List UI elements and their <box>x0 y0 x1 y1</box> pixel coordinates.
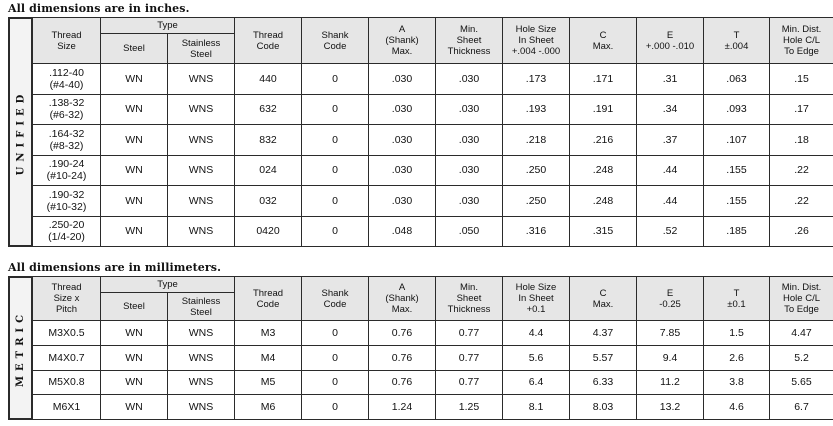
header-c-max: C Max. <box>570 18 637 64</box>
table-cell: WNS <box>168 186 235 217</box>
table-cell: WN <box>101 321 168 346</box>
unified-side-label: UNIFIED <box>8 19 32 245</box>
metric-side-label: METRIC <box>8 278 32 418</box>
table-cell: 5.6 <box>503 345 570 370</box>
table-cell: 13.2 <box>637 395 704 420</box>
table-cell: .138-32 (#6-32) <box>33 94 101 125</box>
table-cell: .030 <box>436 94 503 125</box>
table-cell: 4.4 <box>503 321 570 346</box>
table-cell: 024 <box>235 155 302 186</box>
table-cell: 032 <box>235 186 302 217</box>
table-cell: 6.7 <box>770 395 833 420</box>
unified-caption: All dimensions are in inches. <box>8 2 190 15</box>
table-cell: WN <box>101 186 168 217</box>
table-cell: .34 <box>637 94 704 125</box>
header-hole-size: Hole Size In Sheet +0.1 <box>503 277 570 321</box>
table-cell: 0420 <box>235 216 302 247</box>
header-e: E -0.25 <box>637 277 704 321</box>
table-cell: 6.33 <box>570 370 637 395</box>
table-cell: WNS <box>168 216 235 247</box>
header-stainless-steel: Stainless Steel <box>168 34 235 64</box>
table-cell: .22 <box>770 186 833 217</box>
table-cell: 1.5 <box>704 321 770 346</box>
table-cell: WNS <box>168 345 235 370</box>
table-cell: .44 <box>637 155 704 186</box>
metric-table-body <box>33 321 833 420</box>
table-cell: 0.77 <box>436 370 503 395</box>
table-cell: 440 <box>235 64 302 95</box>
header-a-shank-max: A (Shank) Max. <box>369 18 436 64</box>
table-cell: .248 <box>570 155 637 186</box>
header-hole-size: Hole Size In Sheet +.004 -.000 <box>503 18 570 64</box>
table-cell: .030 <box>369 94 436 125</box>
table-cell: 1.24 <box>369 395 436 420</box>
table-cell: 7.85 <box>637 321 704 346</box>
header-stainless-steel: Stainless Steel <box>168 293 235 321</box>
table-cell: WNS <box>168 94 235 125</box>
table-cell: 0 <box>302 125 369 156</box>
table-cell: 0.76 <box>369 370 436 395</box>
table-cell: .155 <box>704 155 770 186</box>
table-cell: 0 <box>302 216 369 247</box>
table-cell: .164-32 (#8-32) <box>33 125 101 156</box>
table-cell: 5.2 <box>770 345 833 370</box>
table-cell: 632 <box>235 94 302 125</box>
table-cell: 0 <box>302 345 369 370</box>
table-cell: .030 <box>369 125 436 156</box>
table-cell: .193 <box>503 94 570 125</box>
header-min-sheet-thickness: Min. Sheet Thickness <box>436 18 503 64</box>
table-cell: 3.8 <box>704 370 770 395</box>
table-cell: 5.65 <box>770 370 833 395</box>
table-cell: 6.4 <box>503 370 570 395</box>
table-cell: WNS <box>168 155 235 186</box>
table-cell: 5.57 <box>570 345 637 370</box>
table-row <box>33 64 833 95</box>
table-cell: .050 <box>436 216 503 247</box>
table-cell: .190-24 (#10-24) <box>33 155 101 186</box>
table-cell: WNS <box>168 395 235 420</box>
unified-table <box>32 17 833 247</box>
header-thread-size-pitch: Thread Size x Pitch <box>33 277 101 321</box>
table-cell: 0 <box>302 395 369 420</box>
table-cell: 0 <box>302 94 369 125</box>
table-cell: WN <box>101 155 168 186</box>
header-c-max: C Max. <box>570 277 637 321</box>
header-thread-code: Thread Code <box>235 277 302 321</box>
table-cell: .093 <box>704 94 770 125</box>
table-cell: .18 <box>770 125 833 156</box>
table-cell: .17 <box>770 94 833 125</box>
table-cell: 4.47 <box>770 321 833 346</box>
table-cell: M4X0.7 <box>33 345 101 370</box>
table-cell: M4 <box>235 345 302 370</box>
table-cell: 8.1 <box>503 395 570 420</box>
table-cell: 0.76 <box>369 345 436 370</box>
table-cell: .030 <box>436 186 503 217</box>
table-cell: .315 <box>570 216 637 247</box>
table-cell: .44 <box>637 186 704 217</box>
header-shank-code: Shank Code <box>302 18 369 64</box>
table-cell: .112-40 (#4-40) <box>33 64 101 95</box>
table-cell: WN <box>101 345 168 370</box>
table-cell: .063 <box>704 64 770 95</box>
table-cell: 0 <box>302 186 369 217</box>
table-cell: .030 <box>369 155 436 186</box>
table-cell: .173 <box>503 64 570 95</box>
table-cell: .030 <box>369 186 436 217</box>
table-cell: M3 <box>235 321 302 346</box>
header-e: E +.000 -.010 <box>637 18 704 64</box>
metric-table <box>32 276 833 420</box>
table-cell: M6 <box>235 395 302 420</box>
table-row <box>33 345 833 370</box>
table-cell: .171 <box>570 64 637 95</box>
table-cell: WNS <box>168 64 235 95</box>
table-cell: .216 <box>570 125 637 156</box>
table-cell: 0 <box>302 321 369 346</box>
table-row <box>33 186 833 217</box>
header-min-sheet-thickness: Min. Sheet Thickness <box>436 277 503 321</box>
table-cell: .250-20 (1/4-20) <box>33 216 101 247</box>
header-shank-code: Shank Code <box>302 277 369 321</box>
header-thread-code: Thread Code <box>235 18 302 64</box>
header-type: Type <box>101 18 235 34</box>
header-min-dist: Min. Dist. Hole C/L To Edge <box>770 18 833 64</box>
table-cell: .37 <box>637 125 704 156</box>
table-row <box>33 155 833 186</box>
table-cell: 0.76 <box>369 321 436 346</box>
table-cell: WNS <box>168 125 235 156</box>
table-cell: 2.6 <box>704 345 770 370</box>
table-cell: .190-32 (#10-32) <box>33 186 101 217</box>
table-cell: M6X1 <box>33 395 101 420</box>
table-cell: .218 <box>503 125 570 156</box>
table-cell: 0.77 <box>436 345 503 370</box>
table-cell: WN <box>101 125 168 156</box>
table-cell: .250 <box>503 155 570 186</box>
table-cell: .250 <box>503 186 570 217</box>
table-row <box>33 370 833 395</box>
table-cell: .31 <box>637 64 704 95</box>
table-row <box>33 395 833 420</box>
table-cell: .107 <box>704 125 770 156</box>
table-cell: .030 <box>369 64 436 95</box>
table-cell: .030 <box>436 64 503 95</box>
header-thread-size: Thread Size <box>33 18 101 64</box>
table-cell: .191 <box>570 94 637 125</box>
table-cell: 0 <box>302 370 369 395</box>
header-a-shank-max: A (Shank) Max. <box>369 277 436 321</box>
table-cell: .22 <box>770 155 833 186</box>
table-cell: 8.03 <box>570 395 637 420</box>
table-row <box>33 94 833 125</box>
table-cell: .030 <box>436 125 503 156</box>
table-cell: .248 <box>570 186 637 217</box>
table-row <box>33 125 833 156</box>
table-cell: .316 <box>503 216 570 247</box>
table-cell: M5X0.8 <box>33 370 101 395</box>
table-cell: WNS <box>168 321 235 346</box>
table-cell: WN <box>101 64 168 95</box>
table-row <box>33 321 833 346</box>
table-cell: 4.37 <box>570 321 637 346</box>
table-cell: M3X0.5 <box>33 321 101 346</box>
table-cell: 0.77 <box>436 321 503 346</box>
table-cell: .185 <box>704 216 770 247</box>
table-cell: 9.4 <box>637 345 704 370</box>
table-cell: WN <box>101 370 168 395</box>
table-cell: 11.2 <box>637 370 704 395</box>
table-cell: 0 <box>302 155 369 186</box>
header-steel: Steel <box>101 293 168 321</box>
header-t: T ±0.1 <box>704 277 770 321</box>
table-cell: 832 <box>235 125 302 156</box>
table-cell: 4.6 <box>704 395 770 420</box>
metric-caption: All dimensions are in millimeters. <box>8 261 222 274</box>
table-cell: .15 <box>770 64 833 95</box>
header-min-dist: Min. Dist. Hole C/L To Edge <box>770 277 833 321</box>
table-cell: WN <box>101 216 168 247</box>
header-type: Type <box>101 277 235 293</box>
table-cell: 0 <box>302 64 369 95</box>
table-cell: M5 <box>235 370 302 395</box>
table-cell: .030 <box>436 155 503 186</box>
unified-table-body <box>33 64 833 247</box>
table-cell: .048 <box>369 216 436 247</box>
header-steel: Steel <box>101 34 168 64</box>
table-cell: .155 <box>704 186 770 217</box>
table-cell: WN <box>101 395 168 420</box>
table-cell: WN <box>101 94 168 125</box>
header-t: T ±.004 <box>704 18 770 64</box>
table-row <box>33 216 833 247</box>
unified-table-block <box>8 17 830 247</box>
table-cell: WNS <box>168 370 235 395</box>
metric-table-block <box>8 276 830 420</box>
table-cell: .26 <box>770 216 833 247</box>
table-cell: 1.25 <box>436 395 503 420</box>
table-cell: .52 <box>637 216 704 247</box>
